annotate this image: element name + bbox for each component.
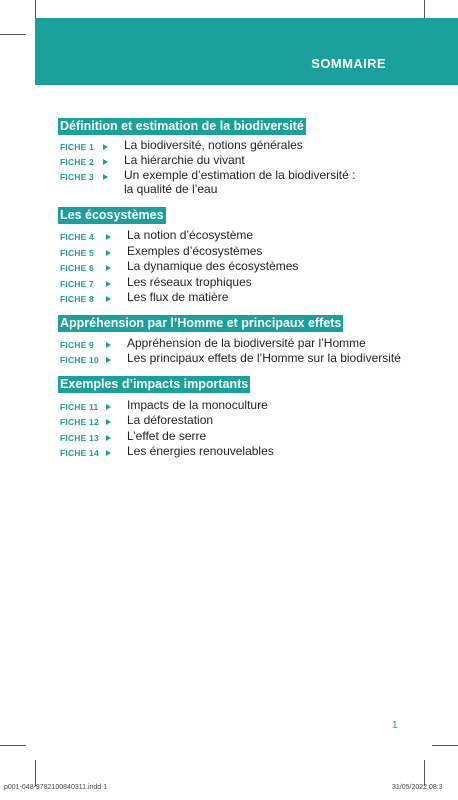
fiche-label: FICHE 2 <box>60 157 94 167</box>
fiche-label: FICHE 8 <box>60 294 94 304</box>
date-slug: 31/05/2022 08:3 <box>392 784 443 791</box>
section-title-definition: Définition et estimation de la biodiversité <box>60 119 304 133</box>
fiche-link[interactable]: La dynamique des écosystèmes <box>127 259 299 273</box>
page-number: 1 <box>392 720 398 731</box>
fiche-link-continuation[interactable]: la qualité de l’eau <box>124 182 218 196</box>
crop-mark <box>424 760 425 786</box>
fiche-link[interactable]: Un exemple d’estimation de la biodiversité : <box>124 168 356 182</box>
arrow-icon <box>106 450 111 456</box>
arrow-icon <box>106 281 111 287</box>
fiche-label: FICHE 4 <box>60 232 94 242</box>
arrow-icon <box>106 357 111 363</box>
fiche-label: FICHE 6 <box>60 263 94 273</box>
crop-mark <box>432 745 458 746</box>
fiche-link[interactable]: Les réseaux trophiques <box>127 275 252 289</box>
section-title-impacts: Exemples d’impacts importants <box>60 377 249 391</box>
arrow-icon <box>106 404 111 410</box>
fiche-label: FICHE 5 <box>60 248 94 258</box>
file-slug: p001-048-9782100840311.indd 1 <box>4 784 108 791</box>
fiche-link[interactable]: La déforestation <box>127 413 214 427</box>
fiche-link[interactable]: L’effet de serre <box>127 429 207 443</box>
arrow-icon <box>106 342 111 348</box>
fiche-link[interactable]: Exemples d’écosystèmes <box>127 244 263 258</box>
section-title-ecosystemes: Les écosystèmes <box>60 208 164 222</box>
fiche-link[interactable]: Les principaux effets de l’Homme sur la biodiversité <box>127 351 401 365</box>
arrow-icon <box>106 265 111 271</box>
arrow-icon <box>106 435 111 441</box>
page-title: SOMMAIRE <box>311 56 386 71</box>
crop-mark <box>0 34 26 35</box>
section-title-apprehension: Appréhension par l’Homme et principaux effets <box>60 316 342 330</box>
fiche-link[interactable]: La hiérarchie du vivant <box>124 153 245 167</box>
fiche-label: FICHE 1 <box>60 142 94 152</box>
fiche-link[interactable]: Appréhension de la biodiversité par l’Homme <box>127 336 366 350</box>
fiche-link[interactable]: La biodiversité, notions générales <box>124 138 303 152</box>
fiche-label: FICHE 10 <box>60 355 99 365</box>
arrow-icon <box>103 144 108 150</box>
fiche-label: FICHE 12 <box>60 417 99 427</box>
arrow-icon <box>103 159 108 165</box>
fiche-label: FICHE 11 <box>60 402 99 412</box>
fiche-label: FICHE 14 <box>60 448 99 458</box>
fiche-label: FICHE 7 <box>60 279 94 289</box>
crop-mark <box>35 760 36 786</box>
crop-mark <box>0 745 26 746</box>
fiche-label: FICHE 13 <box>60 433 99 443</box>
arrow-icon <box>106 250 111 256</box>
fiche-label: FICHE 3 <box>60 172 94 182</box>
fiche-link[interactable]: Impacts de la monoculture <box>127 398 268 412</box>
arrow-icon <box>103 174 108 180</box>
fiche-label: FICHE 9 <box>60 340 94 350</box>
arrow-icon <box>106 234 111 240</box>
fiche-link[interactable]: Les flux de matière <box>127 290 229 304</box>
arrow-icon <box>106 419 111 425</box>
fiche-link[interactable]: Les énergies renouvelables <box>127 444 274 458</box>
arrow-icon <box>106 296 111 302</box>
fiche-link[interactable]: La notion d’écosystème <box>127 228 254 242</box>
